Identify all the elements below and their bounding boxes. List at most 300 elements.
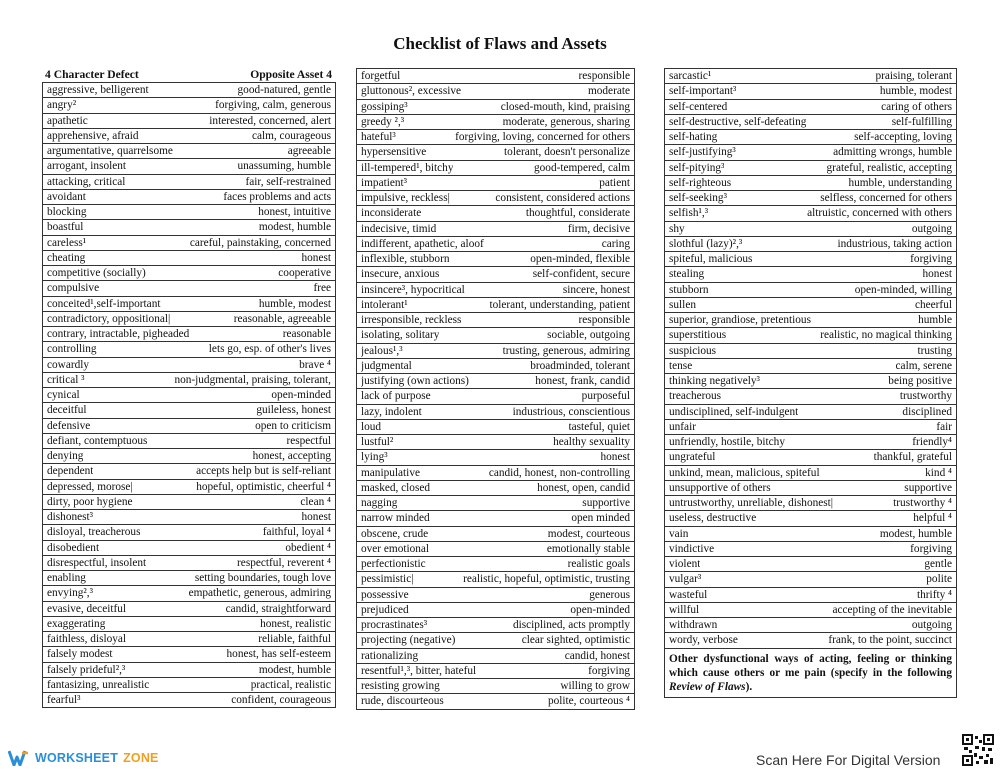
table-row xyxy=(357,99,635,114)
defect-text: gossiping³ xyxy=(361,100,408,113)
asset-text: admitting wrongs, humble xyxy=(833,146,952,159)
row-cell xyxy=(43,464,336,479)
defect-text: suspicious xyxy=(669,344,717,357)
table-row xyxy=(357,679,635,694)
table-row xyxy=(665,557,957,572)
asset-text: thoughtful, considerate xyxy=(525,207,630,220)
defect-text: greedy ²,³ xyxy=(361,115,405,128)
asset-text: honest, frank, candid xyxy=(535,375,630,388)
table-row xyxy=(357,343,635,358)
table-row xyxy=(43,128,336,143)
brand-a: WORKSHEET xyxy=(35,751,119,765)
table-row xyxy=(357,541,635,556)
asset-text: realistic goals xyxy=(567,558,630,571)
asset-text: fair xyxy=(936,420,952,433)
defect-text: obscene, crude xyxy=(361,527,429,540)
defect-text: avoidant xyxy=(47,190,86,203)
defect-text: impulsive, reckless| xyxy=(361,192,450,205)
asset-text: thankful, grateful xyxy=(873,451,952,464)
defect-text: rude, discourteous xyxy=(361,695,444,708)
asset-text: careful, painstaking, concerned xyxy=(189,236,331,249)
asset-text: forgiving, loving, concerned for others xyxy=(455,131,630,144)
table-row xyxy=(665,297,957,312)
asset-text: unassuming, humble xyxy=(237,160,331,173)
defect-text: vulgar³ xyxy=(669,573,702,586)
defect-text: isolating, solitary xyxy=(361,329,440,342)
table-row xyxy=(665,282,957,297)
row-cell xyxy=(43,98,336,113)
table-row xyxy=(43,555,336,570)
defect-text: cowardly xyxy=(47,358,90,371)
asset-text: open to criticism xyxy=(255,419,331,432)
defect-text: forgetful xyxy=(361,70,401,83)
row-cell xyxy=(665,633,957,648)
defect-text: useless, destructive xyxy=(669,512,757,525)
row-cell xyxy=(665,480,957,495)
row-cell xyxy=(43,159,336,174)
flaws-table-1 xyxy=(42,82,336,708)
table-row xyxy=(43,449,336,464)
asset-text: open-minded xyxy=(271,389,331,402)
table-row xyxy=(43,281,336,296)
row-cell xyxy=(357,557,635,572)
asset-text: clean ⁴ xyxy=(300,495,331,508)
asset-text: modest, humble xyxy=(258,221,331,234)
row-cell xyxy=(43,189,336,204)
row-cell xyxy=(665,465,957,480)
table-row xyxy=(43,205,336,220)
asset-text: forgiving xyxy=(588,664,630,677)
asset-text: tasteful, quiet xyxy=(568,420,630,433)
row-cell xyxy=(43,250,336,265)
table-row xyxy=(665,99,957,114)
asset-text: selfless, concerned for others xyxy=(820,192,952,205)
defect-text: unfriendly, hostile, bitchy xyxy=(669,436,785,449)
asset-text: sincere, honest xyxy=(562,283,630,296)
defect-text: stealing xyxy=(669,268,705,281)
asset-text: honest xyxy=(922,268,952,281)
defect-text: possessive xyxy=(361,588,409,601)
table-row xyxy=(43,342,336,357)
defect-text: disobedient xyxy=(47,541,100,554)
defect-text: judgmental xyxy=(361,359,412,372)
defect-text: ill-tempered¹, bitchy xyxy=(361,161,454,174)
asset-text: emotionally stable xyxy=(546,542,630,555)
asset-text: cheerful xyxy=(914,298,952,311)
table-row xyxy=(43,189,336,204)
defect-text: wasteful xyxy=(669,588,708,601)
table-row xyxy=(43,311,336,326)
row-cell xyxy=(357,419,635,434)
asset-text: being positive xyxy=(888,375,952,388)
defect-text: self-hating xyxy=(669,131,718,144)
row-cell xyxy=(665,343,957,358)
table-row xyxy=(665,84,957,99)
table-row xyxy=(665,343,957,358)
table-row xyxy=(357,328,635,343)
defect-text: lazy, indolent xyxy=(361,405,422,418)
row-cell xyxy=(357,236,635,251)
asset-text: polite, courteous ⁴ xyxy=(547,695,630,708)
asset-text: agreeable xyxy=(287,145,331,158)
qr-code-icon[interactable] xyxy=(962,734,994,766)
defect-text: competitive (socially) xyxy=(47,267,146,280)
table-row xyxy=(357,130,635,145)
logo-w-icon xyxy=(8,750,30,766)
asset-text: forgiving xyxy=(910,542,952,555)
defect-text: prejudiced xyxy=(361,603,409,616)
row-cell xyxy=(665,191,957,206)
asset-text: industrious, taking action xyxy=(837,237,952,250)
defect-text: willful xyxy=(669,603,700,616)
defect-text: inflexible, stubborn xyxy=(361,253,450,266)
row-cell xyxy=(665,313,957,328)
defect-text: envying²,³ xyxy=(47,587,93,600)
table-row xyxy=(43,250,336,265)
row-cell xyxy=(43,632,336,647)
table-row xyxy=(357,358,635,373)
table-row xyxy=(43,327,336,342)
row-cell xyxy=(357,679,635,694)
table-row xyxy=(357,84,635,99)
asset-text: broadminded, tolerant xyxy=(530,359,630,372)
asset-text: self-fulfilling xyxy=(891,115,952,128)
table-row xyxy=(357,160,635,175)
row-cell xyxy=(357,328,635,343)
row-cell xyxy=(357,191,635,206)
asset-text: honest, realistic xyxy=(260,617,331,630)
defect-text: procrastinates³ xyxy=(361,619,428,632)
row-cell xyxy=(43,418,336,433)
row-cell xyxy=(357,252,635,267)
row-cell xyxy=(665,389,957,404)
row-cell xyxy=(665,145,957,160)
asset-text: consistent, considered actions xyxy=(495,192,630,205)
asset-text: forgiving, calm, generous xyxy=(215,99,331,112)
defect-text: inconsiderate xyxy=(361,207,422,220)
row-cell xyxy=(357,267,635,282)
table-row xyxy=(665,69,957,84)
defect-text: unfair xyxy=(669,420,696,433)
asset-text: brave ⁴ xyxy=(299,358,331,371)
row-cell xyxy=(43,235,336,250)
table-row xyxy=(43,235,336,250)
table-row xyxy=(357,557,635,572)
row-cell xyxy=(665,572,957,587)
defect-text: dirty, poor hygiene xyxy=(47,495,133,508)
asset-text: supportive xyxy=(904,481,952,494)
asset-text: humble xyxy=(918,314,952,327)
defect-text: boastful xyxy=(47,221,84,234)
asset-text: disciplined, acts promptly xyxy=(512,619,630,632)
defect-text: dishonest³ xyxy=(47,511,94,524)
table-row xyxy=(43,403,336,418)
asset-text: cooperative xyxy=(278,267,331,280)
table-row xyxy=(357,465,635,480)
defect-text: violent xyxy=(669,558,701,571)
row-cell xyxy=(357,313,635,328)
row-cell xyxy=(357,221,635,236)
table-row xyxy=(43,83,336,98)
asset-text: open-minded xyxy=(570,603,630,616)
row-cell xyxy=(357,374,635,389)
asset-text: healthy sexuality xyxy=(553,436,630,449)
table-row xyxy=(665,358,957,373)
asset-text: realistic, hopeful, optimistic, trusting xyxy=(463,573,630,586)
defect-text: thinking negatively³ xyxy=(669,375,760,388)
asset-text: good-tempered, calm xyxy=(534,161,630,174)
row-cell xyxy=(357,389,635,404)
defect-text: indifferent, apathetic, aloof xyxy=(361,237,484,250)
defect-text: nagging xyxy=(361,497,398,510)
flaws-table-3 xyxy=(664,68,957,698)
asset-text: moderate, generous, sharing xyxy=(502,115,630,128)
row-cell xyxy=(665,175,957,190)
asset-text: responsible xyxy=(578,314,630,327)
row-cell xyxy=(665,221,957,236)
defect-text: disrespectful, insolent xyxy=(47,556,147,569)
note-text: Other dysfunctional ways of acting, feeling or thinking which cause others or me pain (specify in the following xyxy=(669,652,952,679)
table-row xyxy=(357,633,635,648)
row-cell xyxy=(357,206,635,221)
asset-text: realistic, no magical thinking xyxy=(820,329,952,342)
asset-text: faithful, loyal ⁴ xyxy=(262,526,331,539)
table-row xyxy=(665,175,957,190)
asset-text: grateful, realistic, accepting xyxy=(826,161,952,174)
asset-text: good-natured, gentle xyxy=(237,84,331,97)
table-row xyxy=(665,328,957,343)
table-row xyxy=(43,144,336,159)
row-cell xyxy=(665,374,957,389)
defect-text: lying³ xyxy=(361,451,388,464)
row-cell xyxy=(357,84,635,99)
asset-text: accepts help but is self-reliant xyxy=(196,465,331,478)
table-row xyxy=(665,252,957,267)
asset-text: calm, serene xyxy=(895,359,952,372)
row-cell xyxy=(357,526,635,541)
defect-text: critical ³ xyxy=(47,373,85,386)
row-cell xyxy=(357,297,635,312)
row-cell xyxy=(665,511,957,526)
defect-text: tense xyxy=(669,359,693,372)
defect-text: faithless, disloyal xyxy=(47,633,127,646)
table-row xyxy=(665,236,957,251)
row-cell xyxy=(43,205,336,220)
table-row xyxy=(357,526,635,541)
column-header xyxy=(42,68,336,82)
table-row xyxy=(357,114,635,129)
asset-text: modest, humble xyxy=(258,663,331,676)
row-cell xyxy=(357,435,635,450)
table-row xyxy=(357,648,635,663)
defect-text: over emotional xyxy=(361,542,430,555)
asset-text: honest xyxy=(301,511,331,524)
defect-text: apathetic xyxy=(47,114,88,127)
row-cell xyxy=(43,479,336,494)
defect-text: self-important³ xyxy=(669,85,737,98)
table-row xyxy=(43,571,336,586)
table-row xyxy=(357,663,635,678)
table-row xyxy=(665,221,957,236)
row-cell xyxy=(43,220,336,235)
note-cell xyxy=(665,648,957,697)
defect-text: apprehensive, afraid xyxy=(47,129,139,142)
row-cell xyxy=(357,496,635,511)
asset-text: open minded xyxy=(571,512,630,525)
defect-text: manipulative xyxy=(361,466,420,479)
table-row xyxy=(665,587,957,602)
defect-text: dependent xyxy=(47,465,94,478)
defect-text: exaggerating xyxy=(47,617,106,630)
row-cell xyxy=(665,69,957,84)
table-row xyxy=(357,618,635,633)
defect-text: rationalizing xyxy=(361,649,419,662)
table-row xyxy=(665,541,957,556)
row-cell xyxy=(357,480,635,495)
defect-text: controlling xyxy=(47,343,97,356)
asset-text: candid, honest, non-controlling xyxy=(488,466,630,479)
asset-text: calm, courageous xyxy=(251,129,331,142)
page-title: Checklist of Flaws and Assets xyxy=(393,34,607,53)
asset-text: modest, humble xyxy=(879,527,952,540)
asset-text: reasonable xyxy=(282,328,331,341)
row-cell xyxy=(357,282,635,297)
table-row xyxy=(43,372,336,387)
defect-text: vain xyxy=(669,527,689,540)
defect-text: superior, grandiose, pretentious xyxy=(669,314,811,327)
table-row xyxy=(43,494,336,509)
row-cell xyxy=(665,587,957,602)
table-row xyxy=(665,572,957,587)
header-defect: 4 Character Defect xyxy=(45,68,139,81)
defect-text: narrow minded xyxy=(361,512,430,525)
table-row xyxy=(43,525,336,540)
table-row xyxy=(43,662,336,677)
asset-text: honest, intuitive xyxy=(258,206,331,219)
asset-text: honest, accepting xyxy=(252,450,331,463)
table-row xyxy=(665,313,957,328)
defect-text: superstitious xyxy=(669,329,727,342)
table-row xyxy=(43,510,336,525)
row-cell xyxy=(43,449,336,464)
table-row xyxy=(357,374,635,389)
flaws-table-2 xyxy=(356,68,635,710)
table-row xyxy=(357,435,635,450)
asset-text: tolerant, understanding, patient xyxy=(489,298,630,311)
row-cell xyxy=(43,693,336,708)
asset-text: obedient ⁴ xyxy=(285,541,331,554)
table-row xyxy=(665,206,957,221)
defect-text: falsely modest xyxy=(47,648,113,661)
table-row xyxy=(43,693,336,708)
table-row xyxy=(665,450,957,465)
table-row xyxy=(43,647,336,662)
asset-text: self-accepting, loving xyxy=(854,131,952,144)
asset-text: faces problems and acts xyxy=(223,190,331,203)
asset-text: polite xyxy=(926,573,952,586)
row-cell xyxy=(357,602,635,617)
table-row xyxy=(43,586,336,601)
defect-text: fearful³ xyxy=(47,694,81,707)
table-row xyxy=(665,145,957,160)
defect-text: impatient³ xyxy=(361,176,408,189)
row-cell xyxy=(43,601,336,616)
column-3 xyxy=(664,68,957,698)
defect-text: careless¹ xyxy=(47,236,87,249)
defect-text: contrary, intractable, pigheaded xyxy=(47,328,190,341)
table-row xyxy=(43,601,336,616)
table-row xyxy=(665,114,957,129)
row-cell xyxy=(43,525,336,540)
defect-text: angry² xyxy=(47,99,77,112)
table-row xyxy=(665,419,957,434)
table-row xyxy=(43,433,336,448)
table-row xyxy=(357,419,635,434)
asset-text: supportive xyxy=(582,497,630,510)
row-cell xyxy=(665,130,957,145)
defect-text: projecting (negative) xyxy=(361,634,456,647)
asset-text: honest, open, candid xyxy=(537,481,630,494)
table-row xyxy=(357,221,635,236)
defect-text: resentful¹,³, bitter, hateful xyxy=(361,664,477,677)
row-cell xyxy=(43,662,336,677)
row-cell xyxy=(357,114,635,129)
table-row xyxy=(665,618,957,633)
row-cell xyxy=(665,328,957,343)
row-cell xyxy=(43,372,336,387)
defect-text: argumentative, quarrelsome xyxy=(47,145,173,158)
table-row xyxy=(43,266,336,281)
table-row xyxy=(357,69,635,84)
row-cell xyxy=(357,465,635,480)
asset-text: kind ⁴ xyxy=(925,466,952,479)
row-cell xyxy=(665,267,957,282)
asset-text: trustworthy ⁴ xyxy=(893,497,952,510)
defect-text: spiteful, malicious xyxy=(669,253,753,266)
asset-text: closed-mouth, kind, praising xyxy=(500,100,630,113)
note-emph: Review of Flaws xyxy=(669,680,746,693)
table-row xyxy=(43,98,336,113)
table-row xyxy=(357,694,635,709)
table-row xyxy=(665,267,957,282)
asset-text: free xyxy=(313,282,331,295)
defect-text: loud xyxy=(361,420,382,433)
row-cell xyxy=(665,252,957,267)
defect-text: evasive, deceitful xyxy=(47,602,127,615)
asset-text: practical, realistic xyxy=(250,678,331,691)
defect-text: lack of purpose xyxy=(361,390,431,403)
table-row xyxy=(665,389,957,404)
table-row xyxy=(665,496,957,511)
row-cell xyxy=(357,145,635,160)
asset-text: caring of others xyxy=(881,100,952,113)
defect-text: shy xyxy=(669,222,685,235)
row-cell xyxy=(665,99,957,114)
defect-text: self-destructive, self-defeating xyxy=(669,115,807,128)
defect-text: defiant, contemptuous xyxy=(47,434,148,447)
asset-text: humble, modest xyxy=(258,297,331,310)
defect-text: blocking xyxy=(47,206,87,219)
row-cell xyxy=(43,144,336,159)
table-row xyxy=(43,159,336,174)
table-row xyxy=(43,540,336,555)
asset-text: reasonable, agreeable xyxy=(233,312,331,325)
asset-text: honest, has self-esteem xyxy=(226,648,331,661)
table-row xyxy=(43,174,336,189)
row-cell xyxy=(43,494,336,509)
defect-text: arrogant, insolent xyxy=(47,160,127,173)
defect-text: stubborn xyxy=(669,283,709,296)
